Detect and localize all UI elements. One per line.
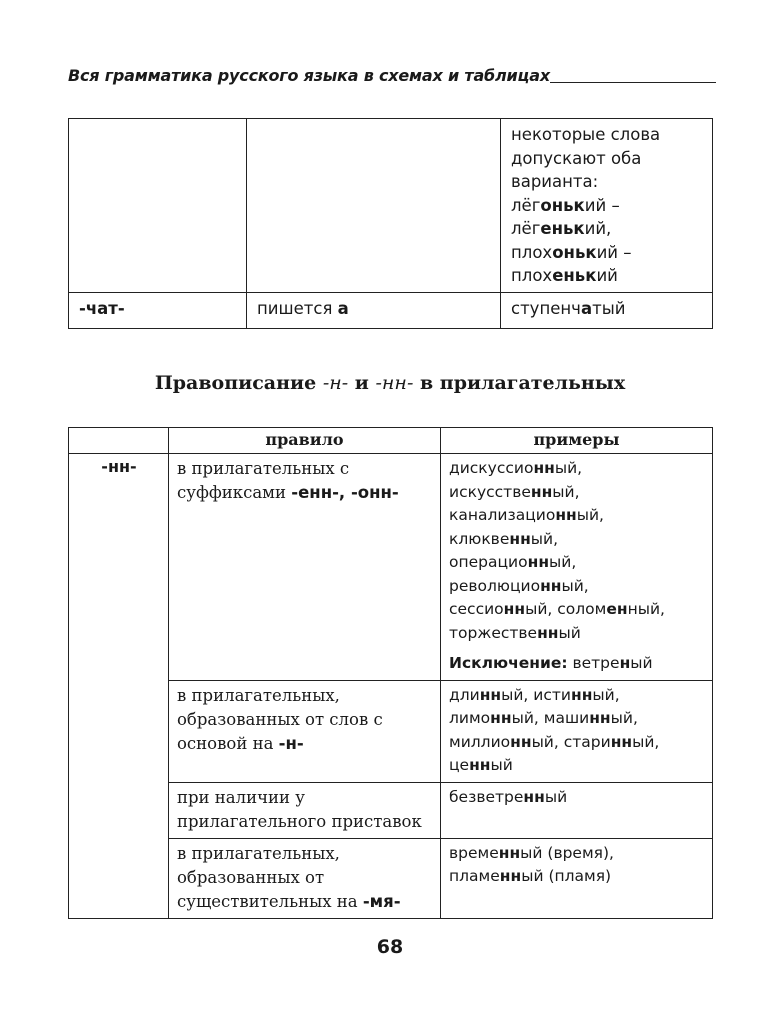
example-word: миллионный, старинный, — [449, 732, 660, 751]
example-word: длинный, истинный, — [449, 685, 620, 704]
table-row — [69, 454, 713, 681]
table-row — [69, 119, 713, 293]
example-word: плохенький — [511, 266, 618, 285]
examples-cell — [441, 680, 713, 782]
examples-cell: ступенчатый — [501, 293, 713, 329]
exception-note: Исключение: ветреный — [449, 654, 653, 672]
example-word: лёгонький – — [511, 195, 620, 215]
table-header-row — [69, 428, 713, 454]
rule-cell: в прилагательных, образованных от существительных на -мя- — [169, 838, 441, 918]
example-word: операционный, — [449, 553, 577, 571]
running-header-title: Вся грамматика русского языка в схемах и таблицах — [68, 66, 550, 85]
example-word: ценный — [449, 756, 513, 774]
rule-cell: в прилагательных с суффиксами -енн-, -онн- — [169, 454, 441, 681]
examples-intro: некоторые слова допускают оба варианта: — [511, 125, 661, 191]
table-row — [69, 293, 713, 329]
examples-cell: безветренный — [441, 782, 713, 838]
example-word: лёгенький, — [511, 219, 612, 238]
header-rule — [550, 82, 716, 83]
section-title: Правописание -н- и -нн- в прилагательных — [154, 372, 626, 394]
example-word: дискуссионный, — [449, 459, 583, 477]
empty-header-cell — [69, 428, 169, 454]
examples-cell — [501, 119, 713, 293]
spelling-table — [68, 427, 713, 919]
example-word: плохонький – — [511, 242, 632, 262]
empty-cell — [247, 119, 501, 293]
example-word: искусственный, — [449, 482, 580, 501]
page-number: 68 — [376, 936, 404, 958]
example-word: революционный, — [449, 576, 589, 595]
example-word: временный (время), — [449, 843, 614, 862]
rule-cell: в прилагательных, образованных от слов с основой на -н- — [169, 680, 441, 782]
rule-cell: при наличии у прилагательного приставок — [169, 782, 441, 838]
column-header-rule: правило — [169, 428, 441, 454]
example-word: клюквенный, — [449, 529, 559, 548]
running-header — [68, 66, 716, 88]
column-header-examples: примеры — [441, 428, 713, 454]
suffix-table-continued — [68, 118, 713, 329]
examples-cell — [441, 838, 713, 918]
examples-cell — [441, 454, 713, 681]
rule-cell: пишется а — [247, 293, 501, 329]
suffix-label: -чат- — [69, 293, 247, 329]
example-word: канализационный, — [449, 506, 604, 524]
example-word: лимонный, машинный, — [449, 709, 638, 727]
suffix-label: -нн- — [69, 454, 169, 919]
example-word: торжественный — [449, 623, 581, 642]
example-word: пламенный (пламя) — [449, 867, 612, 885]
example-word: сессионный, соломенный, — [449, 600, 665, 618]
empty-cell — [69, 119, 247, 293]
